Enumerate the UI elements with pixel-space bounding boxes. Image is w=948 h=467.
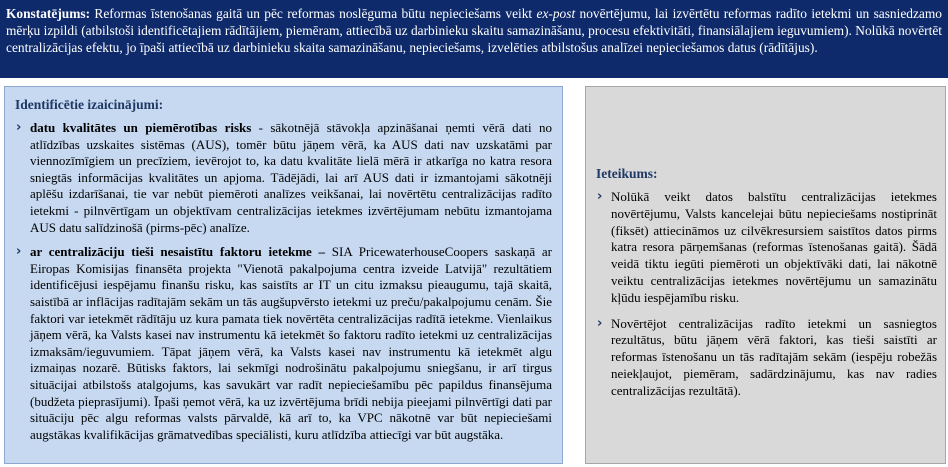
recommendation-text: Novērtējot centralizācijas radīto ietekmi un sasniegtos rezultātus, būtu jāņem vērā faktori, kas tieši saistīti ar reformas īstenošanu un tās radītajām sekām (iespēju robežās neiekļaujot, piemēram, sadārdzinājumu, kas nav radies centralizācijas rezultātā). bbox=[611, 315, 937, 398]
challenge-text: - sākotnējā stāvokļa apzināšanai ņemti vērā dati no atlīdzības uzskaites sistēmas (AUS), tomēr būtu jāņem vērā, ka AUS dati nav uzskatāmi par viennozīmīgiem un precīziem, ievērojot to, ka datu kvalitāte lielā mērā ir atkarīga no katra resora sniegtās informācijas kvalitātes un apjoma. Tādējādi, lai arī AUS dati ir izmantojami sākotnēji aplēšu izdarīšanai, tie var nebūt piemēroti analīzes veikšanai, lai novērtētu centralizācijas radīto ietekmi - pilnvērtīgam un objektīvam centralizācijas ietekmes izvērtējumam nebūtu izmantojama AUS datu salīdzinošā (pirms-pēc) analīze. bbox=[30, 120, 552, 235]
chevron-right-icon: › bbox=[16, 120, 22, 135]
challenge-text: SIA PricewaterhouseCoopers saskaņā ar Eiropas Komisijas finansēta projekta "Vienotā pakalpojuma centra izveide Latvijā" rezultātiem identificējusi iespējamu finanšu risku, kas saistīts ar IT un citu izmaksu pieaugumu, tajā skaitā, saistībā ar inflācijas radītajām sekām un tās augšupvērsto ietekmi uz preču/pakalpojumu cenām. Šie faktori var ietekmēt rādītāju uz kura pamata tiek novērtēta centralizācijas radītā ietekme. Vienlaikus jāņem vērā, ka Valsts kasei nav instrumentu kā ietekmēt šo faktoru radīto ietekmi uz centralizācijas izmaksām/ieguvumiem. Tāpat jāņem vērā, ka Valsts kasei nav instrumentu kā ietekmēt algu izmaiņas nozarē. Būtisks faktors, lai sekmīgi nodrošinātu pakalpojumu sniegšanu, ir arī tirgus situācijai atbilstošs atalgojums, kas savukārt var radīt nepieciešamību pēc papildus finansējuma (budžeta pieprasījumi). Īpaši ņemot vērā, ka uz izvērtējuma brīdi nebija pieejami pilnvērtīgi dati par situāciju pēc algu reformas valsts pārvaldē, kā arī to, ka VPC nākotnē var būt nepieciešami augstākas kvalifikācijas grāmatvedības speciālisti, kuru atlīdzība attiecīgi var būt augstāka. bbox=[30, 244, 552, 442]
challenge-lead: ar centralizāciju tieši nesaistītu faktoru ietekme – bbox=[30, 244, 326, 260]
finding-label: Konstatējums: bbox=[6, 6, 91, 21]
list-item bbox=[596, 189, 937, 307]
list-item bbox=[15, 120, 552, 236]
recommendations-panel bbox=[585, 86, 946, 464]
chevron-right-icon: › bbox=[597, 189, 603, 204]
challenge-lead: datu kvalitātes un piemērotības risks bbox=[30, 120, 252, 135]
recommendations-title: Ieteikums: bbox=[596, 166, 658, 181]
finding-banner bbox=[0, 0, 948, 78]
finding-text-italic: ex-post bbox=[536, 6, 576, 21]
recommendations-list bbox=[596, 189, 937, 400]
challenges-title: Identificētie izaicinājumi: bbox=[15, 97, 164, 112]
list-item bbox=[15, 244, 552, 443]
finding-text-1: Reformas īstenošanas gaitā un pēc reformas noslēguma būtu nepieciešams veikt bbox=[90, 6, 537, 21]
chevron-right-icon: › bbox=[597, 315, 603, 331]
challenges-list bbox=[15, 120, 552, 443]
recommendation-text: Nolūkā veikt datos balstītu centralizācijas ietekmes novērtējumu, Valsts kancelejai būtu nepieciešams nostiprināt (fiksēt) attiecināmos uz cilvēkresursiem saistītos datos pirms katra resora pārņemšanas (reformas īstenošanas gaitā). Šādā veidā tiktu iegūti piemēroti un objektīvāki dati, lai nākotnē veiktu centralizācijas ietekmes novērtējumu un samazinātu kļūdu iespējamību risku. bbox=[611, 189, 937, 305]
chevron-right-icon: › bbox=[16, 244, 22, 260]
list-item bbox=[596, 316, 937, 400]
challenges-panel bbox=[4, 86, 563, 464]
finding-text-2: novērtējumu, lai izvērtētu reformas radīto ietekmi un sasniedzamo mērķu izpildi (atbilstoši identificētajiem rādītājiem, piemēram, attiecībā uz darbinieku skaitu samazināšanu, procesu efektivitāti, finansiālajiem ieguvumiem). Nolūkā novērtēt centralizācijas efektu, jo īpaši attiecībā uz darbinieku skaita samazināšanu, nepieciešams, izvelēties atbilstošus analīzei nepieciešamos datus (rādītājus). bbox=[6, 6, 942, 56]
